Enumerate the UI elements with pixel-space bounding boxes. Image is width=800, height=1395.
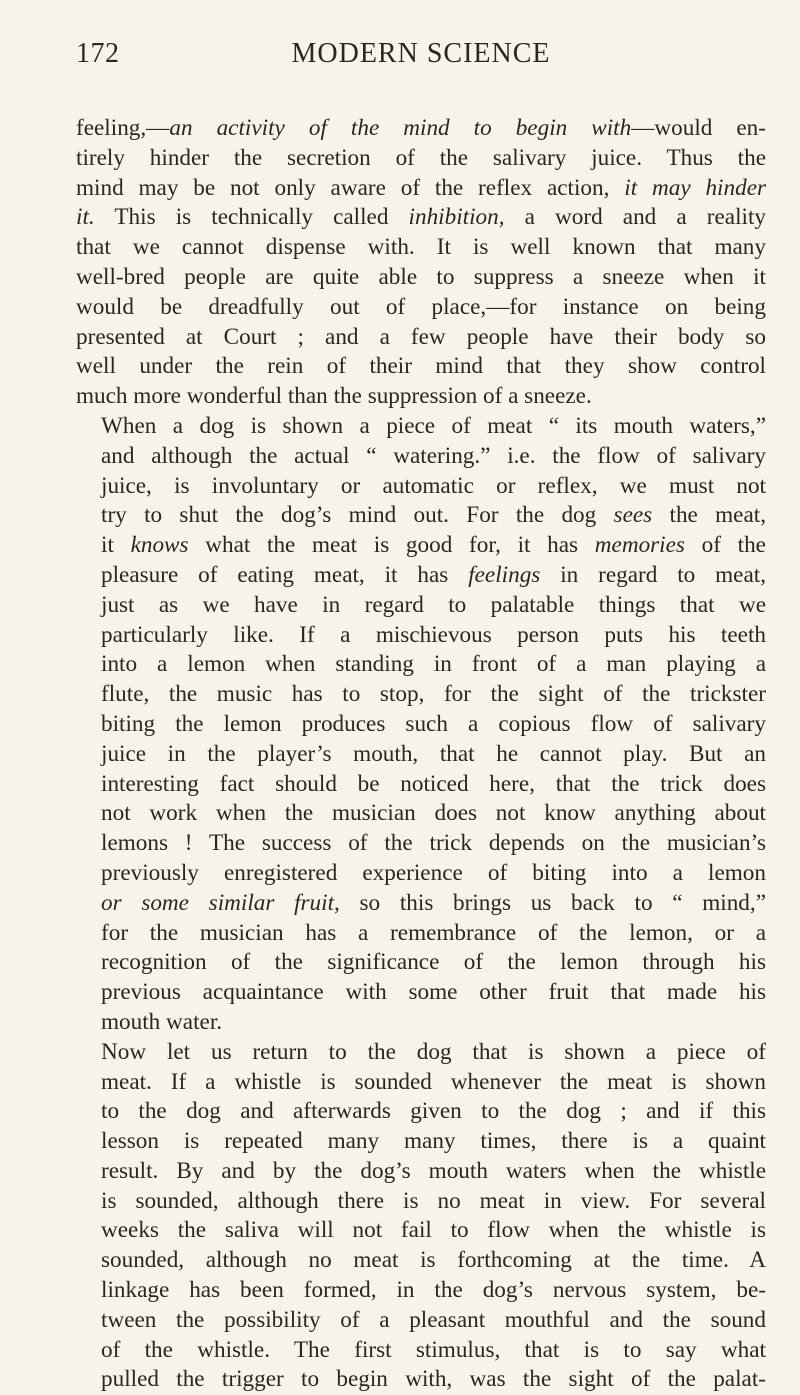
text-line <box>76 561 766 591</box>
text-run: feeling,— <box>76 115 170 141</box>
running-title: MODERN SCIENCE <box>291 38 551 69</box>
italic-run: inhibition, <box>408 204 505 231</box>
text-line <box>76 174 766 204</box>
book-page <box>76 38 766 1395</box>
text-line <box>76 531 766 561</box>
text-run: pulled the trigger to begin with, was the sight of the palat- <box>101 1366 766 1393</box>
text-run: it <box>101 532 131 559</box>
text-line <box>76 1216 766 1246</box>
text-line <box>76 1127 766 1157</box>
italic-run: feelings <box>468 561 541 588</box>
text-line <box>76 1246 766 1276</box>
text-run: —would en- <box>631 115 766 141</box>
text-run: result. By and by the dog’s mouth waters when the whistle <box>101 1157 766 1184</box>
text-line <box>76 621 766 651</box>
text-line <box>76 352 766 382</box>
text-run: tirely hinder the secretion of the salivary juice. Thus the <box>76 144 766 171</box>
text-line <box>76 650 766 680</box>
text-line <box>76 1008 766 1038</box>
text-run: so this brings us back to “ mind,” <box>339 889 766 916</box>
text-run: and although the actual “ watering.” i.e. the flow of salivary <box>101 442 766 469</box>
text-run: of the whistle. The first stimulus, that is to say what <box>101 1336 766 1363</box>
text-run: not work when the musician does not know anything about <box>101 800 766 827</box>
text-line <box>76 293 766 323</box>
text-run: previous acquaintance with some other fruit that made his <box>101 979 766 1006</box>
text-line <box>76 710 766 740</box>
text-line <box>76 1276 766 1306</box>
paragraph-3 <box>76 1038 766 1395</box>
text-line <box>76 1306 766 1336</box>
text-line <box>76 382 766 412</box>
text-line <box>76 1097 766 1127</box>
text-line <box>76 919 766 949</box>
text-run: for the musician has a remembrance of the lemon, or a <box>101 919 766 946</box>
text-line <box>76 263 766 293</box>
text-run: Now let us return to the dog that is shown a piece of <box>101 1038 766 1065</box>
text-line <box>76 680 766 710</box>
text-line <box>76 1365 766 1395</box>
text-line <box>76 978 766 1008</box>
text-run: that we cannot dispense with. It is well known that many <box>76 234 766 261</box>
text-run: meat. If a whistle is sounded whenever the meat is shown <box>101 1068 766 1095</box>
text-run: interesting fact should be noticed here, that the trick does <box>101 770 766 797</box>
text-run: tween the possibility of a pleasant mouthful and the sound <box>101 1306 766 1333</box>
paragraph-2 <box>76 412 766 1038</box>
italic-run: an activity of the mind to begin with <box>169 115 632 141</box>
italic-run: knows <box>130 532 189 559</box>
text-run: would be dreadfully out of place,—for instance on being <box>76 293 766 320</box>
text-run: to the dog and afterwards given to the dog ; and if this <box>101 1098 766 1125</box>
text-run: flute, the music has to stop, for the sight of the trickster <box>101 681 766 708</box>
text-run: lemons ! The success of the trick depends on the musician’s <box>101 830 766 857</box>
text-run: of the <box>684 532 766 559</box>
text-run: what the meat is good for, it has <box>188 532 595 559</box>
italic-run: it may hinder <box>624 174 767 201</box>
italic-run: or some similar fruit, <box>101 889 340 916</box>
text-run: lesson is repeated many many times, there is a quaint <box>101 1128 766 1155</box>
text-line <box>76 1187 766 1217</box>
text-line <box>76 889 766 919</box>
text-run: pleasure of eating meat, it has <box>101 561 469 588</box>
text-line <box>76 1038 766 1068</box>
text-run: weeks the saliva will not fail to flow when the whistle is <box>101 1217 766 1244</box>
paragraph-1 <box>76 114 766 412</box>
text-line <box>76 472 766 502</box>
text-line <box>76 859 766 889</box>
text-run: mouth water. <box>101 1008 223 1035</box>
text-line <box>76 799 766 829</box>
italic-run: it. <box>76 204 95 231</box>
text-run: previously enregistered experience of biting into a lemon <box>101 859 766 886</box>
text-line <box>76 770 766 800</box>
text-line <box>76 1157 766 1187</box>
text-run: a word and a reality <box>504 204 766 231</box>
text-run: well under the rein of their mind that they show control <box>76 353 766 380</box>
italic-run: sees <box>613 502 653 529</box>
text-line <box>76 442 766 472</box>
text-run: just as we have in regard to palatable things that we <box>101 591 766 618</box>
text-run: juice in the player’s mouth, that he cannot play. But an <box>101 740 766 767</box>
text-run: linkage has been formed, in the dog’s nervous system, be- <box>101 1277 766 1304</box>
text-line <box>76 412 766 442</box>
text-line <box>76 114 766 144</box>
text-run: into a lemon when standing in front of a man playing a <box>101 651 766 678</box>
text-run: When a dog is shown a piece of meat “ its mouth waters,” <box>101 412 766 439</box>
text-run: much more wonderful than the suppression of a sneeze. <box>76 383 592 410</box>
text-run: in regard to meat, <box>540 561 766 588</box>
text-run: mind may be not only aware of the reflex action, <box>76 174 625 201</box>
text-run: is sounded, although there is no meat in view. For several <box>101 1187 766 1214</box>
text-line <box>76 1068 766 1098</box>
running-head <box>76 38 766 86</box>
text-run: particularly like. If a mischievous person puts his teeth <box>101 621 766 648</box>
text-run: presented at Court ; and a few people have their body so <box>76 323 766 350</box>
text-line <box>76 591 766 621</box>
text-line <box>76 144 766 174</box>
text-line <box>76 501 766 531</box>
text-run: well-bred people are quite able to suppress a sneeze when it <box>76 263 766 290</box>
text-run: sounded, although no meat is forthcoming at the time. A <box>101 1247 766 1274</box>
text-line <box>76 829 766 859</box>
text-line <box>76 740 766 770</box>
text-line <box>76 1336 766 1366</box>
text-run: the meat, <box>652 502 766 529</box>
page-number: 172 <box>76 38 120 69</box>
body-text <box>76 114 766 1395</box>
text-run: try to shut the dog’s mind out. For the dog <box>101 502 614 529</box>
text-line <box>76 323 766 353</box>
italic-run: memories <box>594 532 685 559</box>
text-line <box>76 203 766 233</box>
text-line <box>76 948 766 978</box>
text-run: juice, is involuntary or automatic or reflex, we must not <box>101 472 766 499</box>
text-run: recognition of the significance of the lemon through his <box>101 949 766 976</box>
text-run: biting the lemon produces such a copious flow of salivary <box>101 710 766 737</box>
text-run: This is technically called <box>94 204 409 231</box>
text-line <box>76 233 766 263</box>
